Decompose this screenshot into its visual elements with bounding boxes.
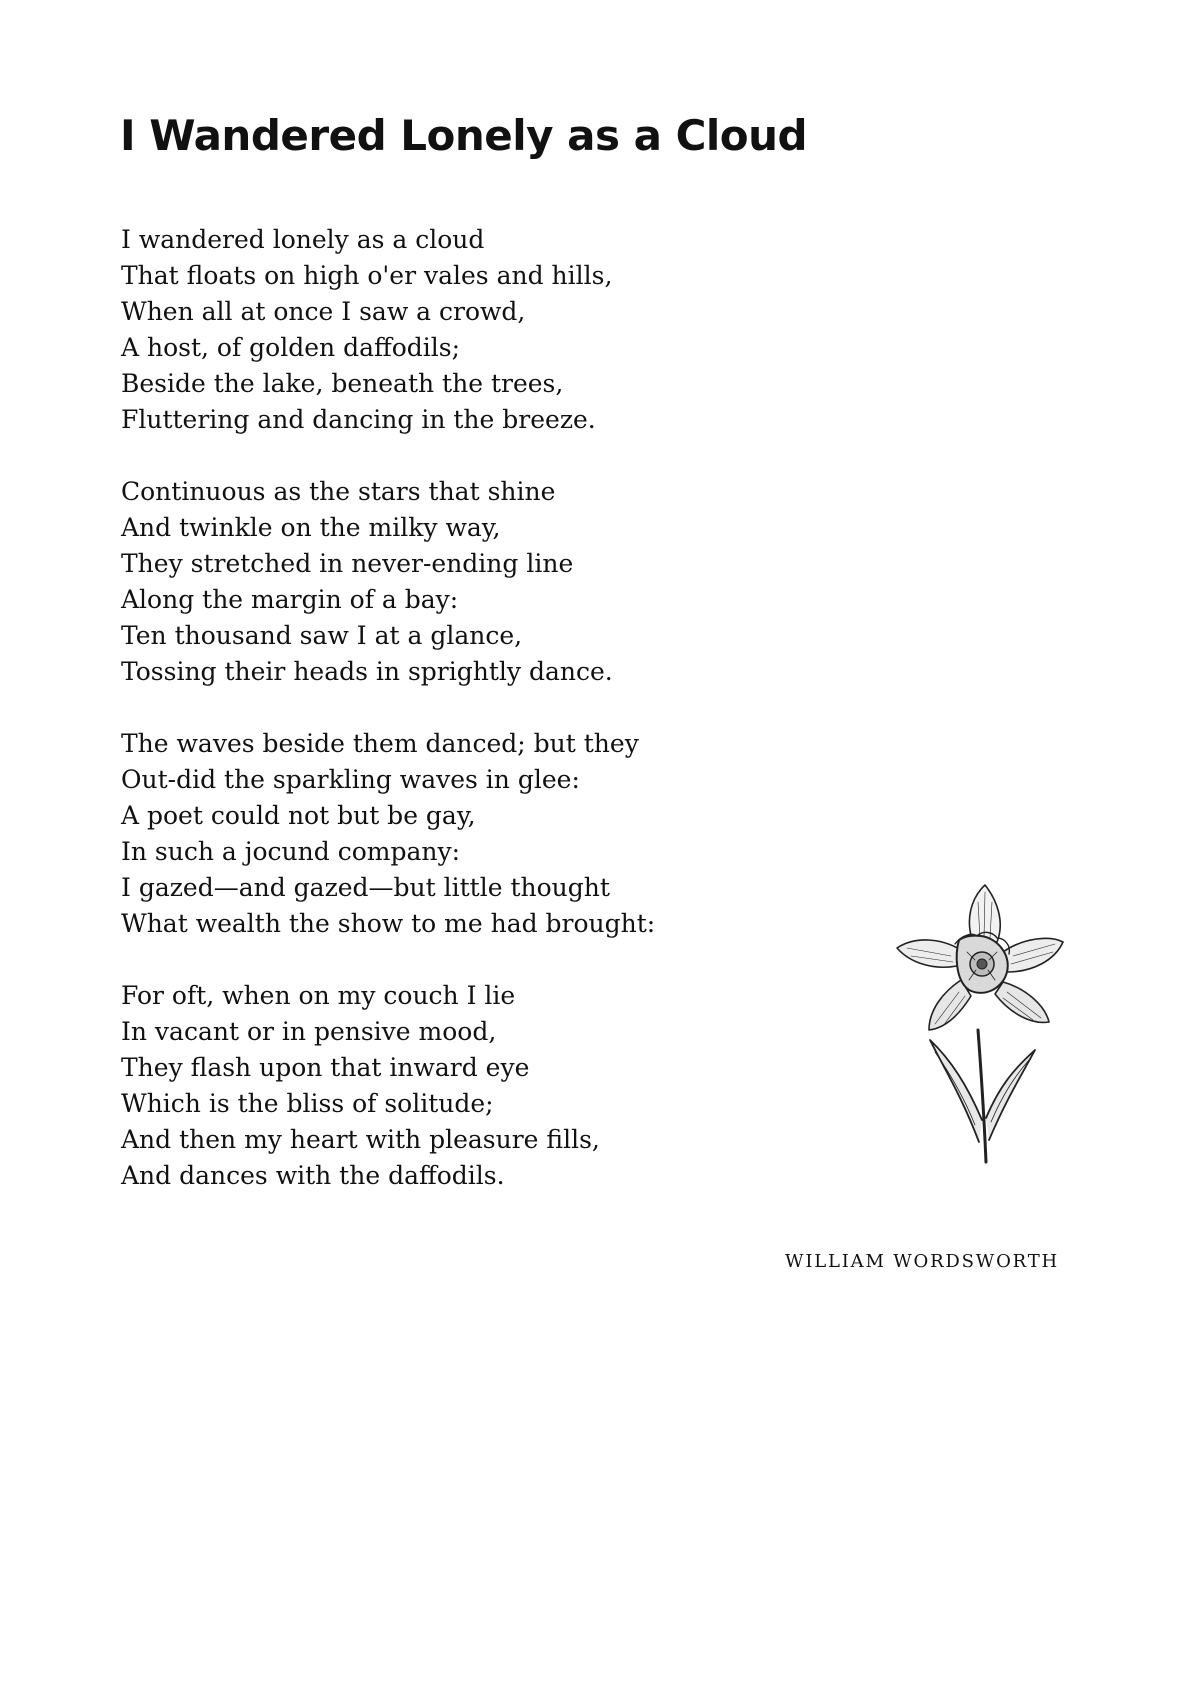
poem-line: And twinkle on the milky way, [121,513,501,542]
poem-line: Which is the bliss of solitude; [121,1089,494,1118]
poem-line: Beside the lake, beneath the trees, [121,369,564,398]
poem-author: WILLIAM WORDSWORTH [785,1251,1059,1272]
stanza-2 [121,474,821,690]
stanza-3 [121,726,821,942]
poem-body [121,222,821,1230]
poem-line: I gazed—and gazed—but little thought [121,873,610,902]
poem-line: What wealth the show to me had brought: [121,909,656,938]
poem-line: In vacant or in pensive mood, [121,1017,497,1046]
poem-title: I Wandered Lonely as a Cloud [120,111,808,160]
poem-line: For oft, when on my couch I lie [121,981,516,1010]
stanza-4 [121,978,821,1194]
poem-line: They stretched in never-ending line [121,549,574,578]
poem-line: Along the margin of a bay: [121,585,459,614]
poem-line: That floats on high o'er vales and hills, [121,261,613,290]
poem-line: And dances with the daffodils. [121,1161,505,1190]
poem-line: And then my heart with pleasure fills, [121,1125,600,1154]
poem-line: Out-did the sparkling waves in glee: [121,765,580,794]
poem-line: In such a jocund company: [121,837,461,866]
stanza-1 [121,222,821,438]
poem-line: Continuous as the stars that shine [121,477,556,506]
poem-line: A poet could not but be gay, [121,801,476,830]
poem-line: They flash upon that inward eye [121,1053,530,1082]
poem-line: When all at once I saw a crowd, [121,297,526,326]
poem-line: Fluttering and dancing in the breeze. [121,405,596,434]
daffodil-icon [885,880,1075,1170]
poem-line: Tossing their heads in sprightly dance. [121,657,613,686]
poem-line: I wandered lonely as a cloud [121,225,485,254]
poem-line: Ten thousand saw I at a glance, [121,621,523,650]
poem-line: The waves beside them danced; but they [121,729,639,758]
poem-line: A host, of golden daffodils; [121,333,461,362]
